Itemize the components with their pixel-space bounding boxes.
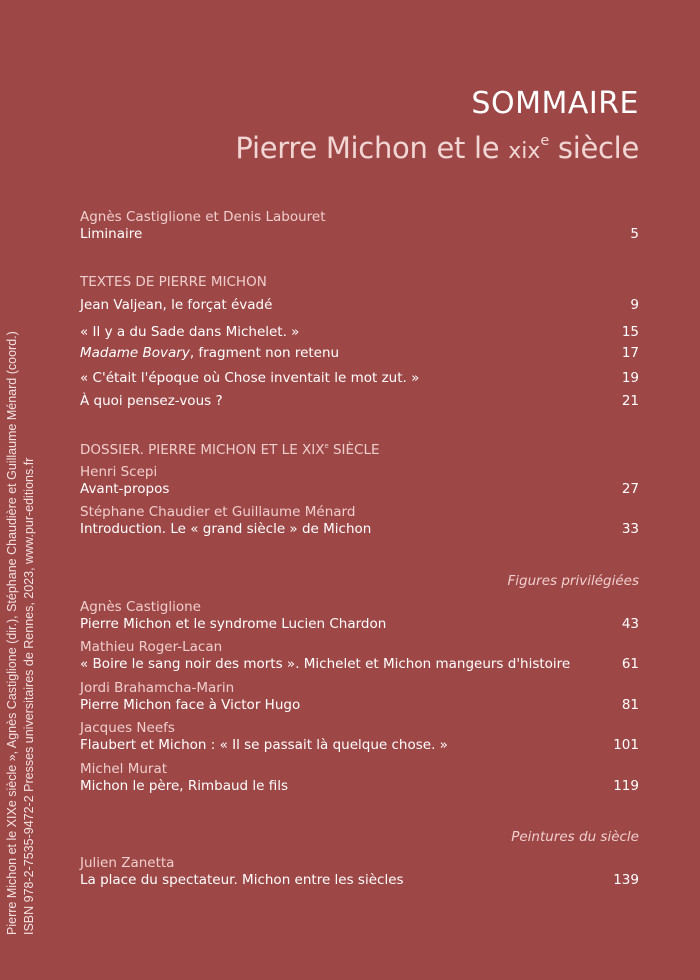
- entry-author: Henri Scepi: [80, 464, 158, 480]
- section-heading-textes: TEXTES DE PIERRE MICHON: [80, 274, 267, 290]
- page-number: 81: [621, 697, 639, 713]
- toc-entry[interactable]: [80, 370, 639, 387]
- toc-entry[interactable]: [80, 297, 639, 314]
- entry-title: « Boire le sang noir des morts ». Michelet et Michon mangeurs d'histoire: [80, 656, 571, 672]
- toc-entry[interactable]: [80, 393, 639, 410]
- subtitle-century: xix: [508, 139, 541, 164]
- entry-title: Jean Valjean, le forçat évadé: [80, 297, 273, 313]
- entry-title: Avant-propos: [80, 481, 170, 497]
- page-number: 119: [613, 778, 639, 794]
- subtitle-prefix: Pierre Michon et le: [235, 131, 509, 165]
- entry-title-italic: Madame Bovary: [80, 345, 190, 361]
- entry-author: Michel Murat: [80, 761, 168, 777]
- spine-line-1: Pierre Michon et le XIXe siècle », Agnès Castiglione (dir.), Stéphane Chaudière et Guillaume Ménard (coord.): [5, 331, 19, 935]
- toc-entry[interactable]: [80, 504, 639, 538]
- toc-entry[interactable]: [80, 680, 639, 714]
- page-number: 5: [630, 226, 639, 242]
- toc-entry[interactable]: [80, 345, 639, 362]
- entry-author: Stéphane Chaudier et Guillaume Ménard: [80, 504, 356, 520]
- spine-citation: [4, 331, 37, 935]
- heading-prefix: DOSSIER. PIERRE MICHON ET LE XIX: [80, 442, 325, 458]
- toc-entry[interactable]: [80, 639, 639, 673]
- entry-title: « Il y a du Sade dans Michelet. »: [80, 324, 300, 340]
- page-number: 27: [621, 481, 639, 497]
- entry-title: [80, 345, 339, 362]
- heading-sup: e: [324, 441, 329, 450]
- page-number: 19: [621, 370, 639, 386]
- spine-line-2: ISBN 978-2-7535-9472-2 Presses universitaires de Rennes, 2023, www.pur-editions.fr: [21, 457, 36, 935]
- page-number: 15: [621, 324, 639, 340]
- entry-author: Mathieu Roger-Lacan: [80, 639, 223, 655]
- page-number: 139: [613, 872, 639, 888]
- page-title: SOMMAIRE: [471, 86, 639, 121]
- entry-author: Jordi Brahamcha-Marin: [80, 680, 235, 696]
- page-number: 43: [621, 616, 639, 632]
- page-number: 61: [621, 656, 639, 672]
- entry-title-rest: , fragment non retenu: [189, 345, 340, 361]
- page-number: 21: [621, 393, 639, 409]
- entry-title: La place du spectateur. Michon entre les siècles: [80, 872, 404, 888]
- entry-author: Agnès Castiglione: [80, 599, 201, 615]
- entry-author: Julien Zanetta: [80, 855, 175, 871]
- entry-title: Liminaire: [80, 226, 143, 242]
- toc-entry[interactable]: [80, 855, 639, 889]
- entry-author: Jacques Neefs: [80, 720, 175, 736]
- entry-title: Introduction. Le « grand siècle » de Michon: [80, 521, 372, 537]
- page-number: 33: [621, 521, 639, 537]
- toc-entry[interactable]: [80, 720, 639, 754]
- subsection-heading-peintures: Peintures du siècle: [511, 829, 639, 845]
- section-heading-dossier: [80, 442, 380, 458]
- page-subtitle: [235, 131, 639, 165]
- toc-entry[interactable]: [80, 324, 639, 341]
- toc-entry[interactable]: [80, 761, 639, 795]
- page-number: 9: [630, 297, 639, 313]
- page-number: 101: [613, 737, 639, 753]
- entry-author: Agnès Castiglione et Denis Labouret: [80, 209, 326, 225]
- subsection-heading-figures: Figures privilégiées: [507, 573, 639, 589]
- entry-title: Pierre Michon et le syndrome Lucien Chardon: [80, 616, 387, 632]
- toc-entry-liminaire[interactable]: [80, 209, 639, 243]
- subtitle-suffix: siècle: [549, 131, 639, 165]
- heading-suffix: SIÈCLE: [328, 442, 380, 458]
- toc-entry[interactable]: [80, 599, 639, 633]
- entry-title: Flaubert et Michon : « Il se passait là quelque chose. »: [80, 737, 448, 753]
- subtitle-sup: e: [540, 132, 550, 149]
- entry-title: Pierre Michon face à Victor Hugo: [80, 697, 301, 713]
- entry-title: Michon le père, Rimbaud le fils: [80, 778, 289, 794]
- entry-line: [80, 226, 639, 243]
- entry-title: À quoi pensez-vous ?: [80, 393, 223, 409]
- entry-title: « C'était l'époque où Chose inventait le mot zut. »: [80, 370, 420, 386]
- toc-entry[interactable]: [80, 464, 639, 498]
- page-number: 17: [621, 345, 639, 361]
